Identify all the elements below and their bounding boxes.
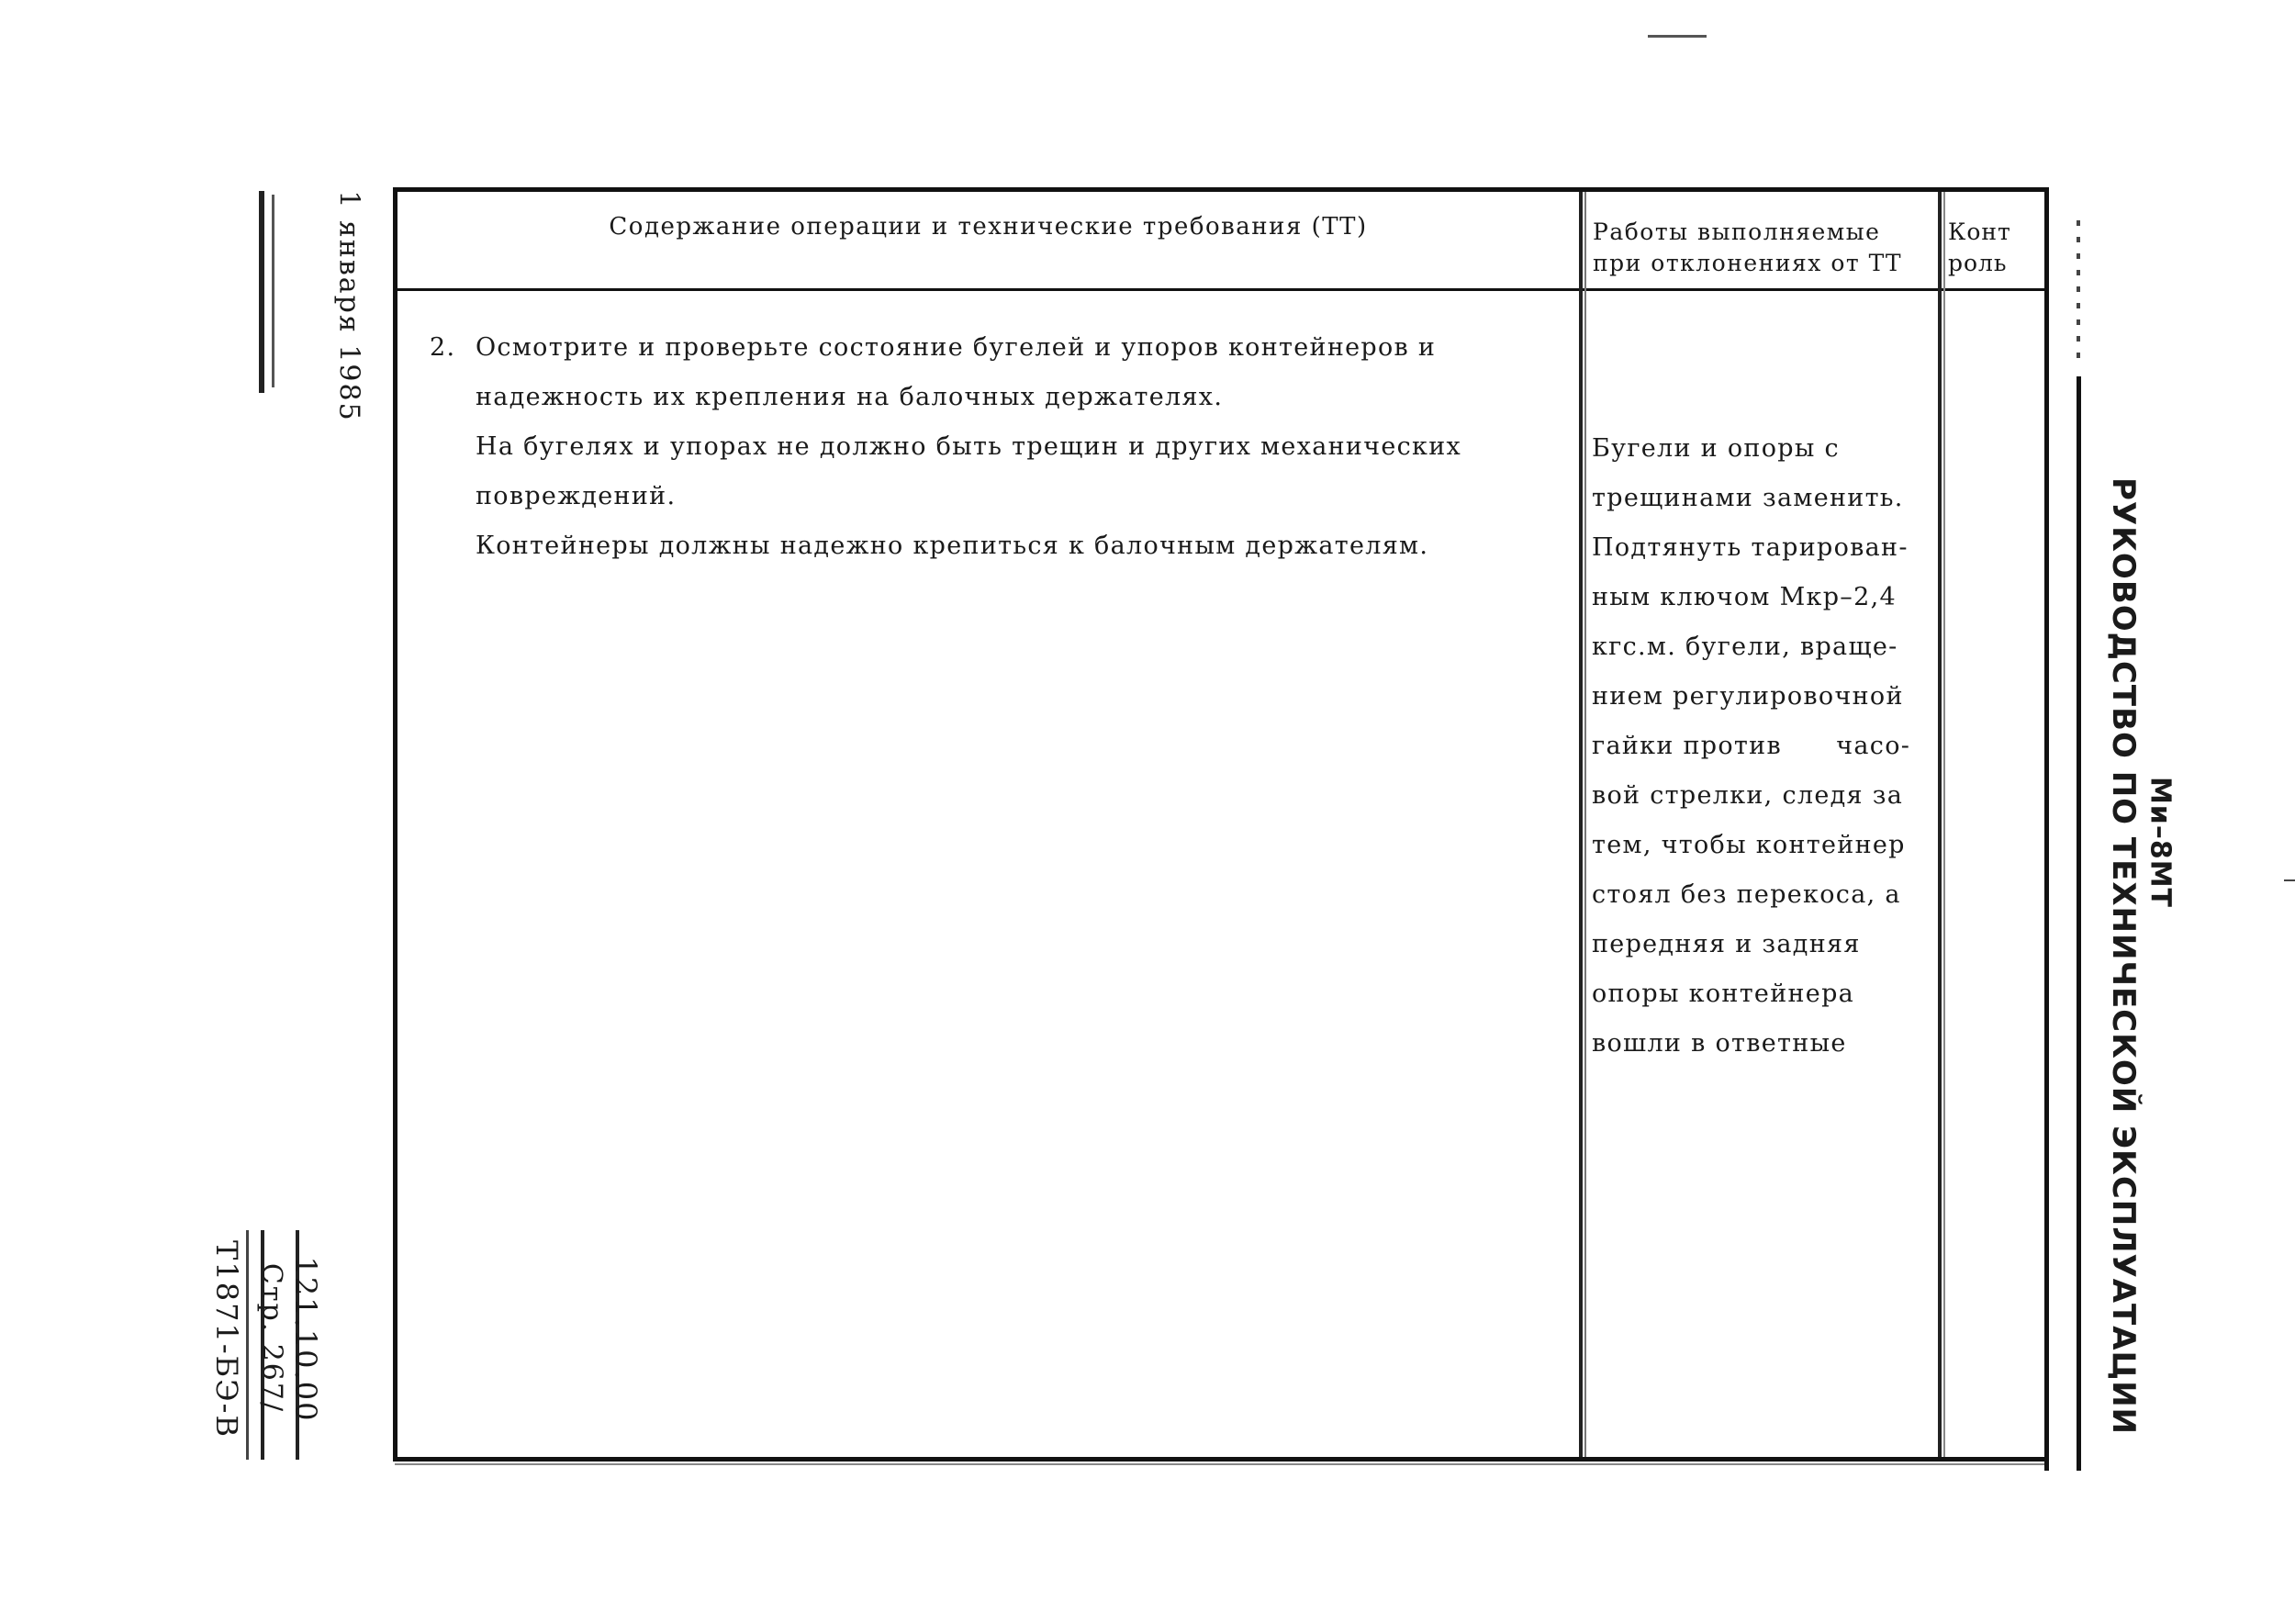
table-header-divider <box>397 288 2044 291</box>
deviation-line: опоры контейнера <box>1592 980 1855 1008</box>
margin-rule <box>2077 376 2081 1471</box>
manual-title: РУКОВОДСТВО ПО ТЕХНИЧЕСКОЙ ЭКСПЛУАТАЦИИ <box>2105 477 2142 1435</box>
operation-line: На бугелях и упорах не должно быть трещин и других механических <box>476 432 1462 461</box>
header-control-line1: Конт <box>1948 218 2011 245</box>
column-divider-2 <box>1938 192 1942 1457</box>
deviation-line: Бугели и опоры с <box>1592 434 1840 463</box>
header-content: Содержание операции и технические требования (ТТ) <box>609 213 1368 241</box>
header-control-line2: роль <box>1948 250 2008 276</box>
deviation-line: трещинами заменить. <box>1592 484 1904 512</box>
date-rule-thin <box>272 195 274 387</box>
header-deviation-line2: при отклонениях от ТТ <box>1593 250 1902 276</box>
deviation-line: гайки против часо- <box>1592 732 1911 760</box>
deviation-line: вошли в ответные <box>1592 1029 1847 1058</box>
header-deviation <box>1593 217 1934 279</box>
operation-content <box>430 323 1568 571</box>
table-border-left <box>393 187 397 1462</box>
section-code: 121.10.00 <box>288 1256 323 1423</box>
margin-dotted-rule <box>2077 220 2080 358</box>
deviation-line: ным ключом Мкр–2,4 <box>1592 583 1897 611</box>
operation-line: надежность их крепления на балочных держателях. <box>476 383 1224 411</box>
column-divider-1-shadow <box>1584 192 1586 1457</box>
deviation-line: тем, чтобы контейнер <box>1592 831 1906 859</box>
deviation-line: передняя и задняя <box>1592 930 1861 958</box>
document-code: Т1871-БЭ-В <box>209 1240 244 1439</box>
operation-line: Контейнеры должны надежно крепиться к балочным держателям. <box>476 532 1429 560</box>
table-border-top <box>395 187 2049 192</box>
operation-line: повреждений. <box>476 482 677 510</box>
table-border-bottom <box>393 1457 2049 1462</box>
table-border-bottom-shadow <box>395 1463 2047 1465</box>
column-divider-2-shadow <box>1943 192 1945 1457</box>
column-divider-1 <box>1579 192 1583 1457</box>
deviation-line: кгс.м. бугели, враще- <box>1592 633 1898 661</box>
item-number: 2. <box>430 333 456 362</box>
scan-mark <box>2284 879 2295 881</box>
code-rule <box>246 1230 249 1460</box>
date-rule <box>259 191 264 393</box>
page-number: Стр. 267/ <box>255 1262 288 1414</box>
scan-mark <box>1648 35 1707 38</box>
deviation-line: стоял без перекоса, а <box>1592 880 1901 909</box>
deviation-work <box>1592 424 1931 1069</box>
aircraft-model: Ми–8МТ <box>2144 776 2177 909</box>
operation-line: 2. Осмотрите и проверьте состояние бугелей и упоров контейнеров и <box>430 323 1568 373</box>
deviation-line: вой стрелки, следя за <box>1592 781 1904 810</box>
header-deviation-line1: Работы выполняемые <box>1593 218 1881 245</box>
header-control <box>1948 217 2040 279</box>
table-border-right <box>2044 187 2049 1471</box>
deviation-line: нием регулировочной <box>1592 682 1904 711</box>
revision-date: 1 января 1985 <box>332 190 365 422</box>
deviation-line: Подтянуть тарирован- <box>1592 533 1909 562</box>
